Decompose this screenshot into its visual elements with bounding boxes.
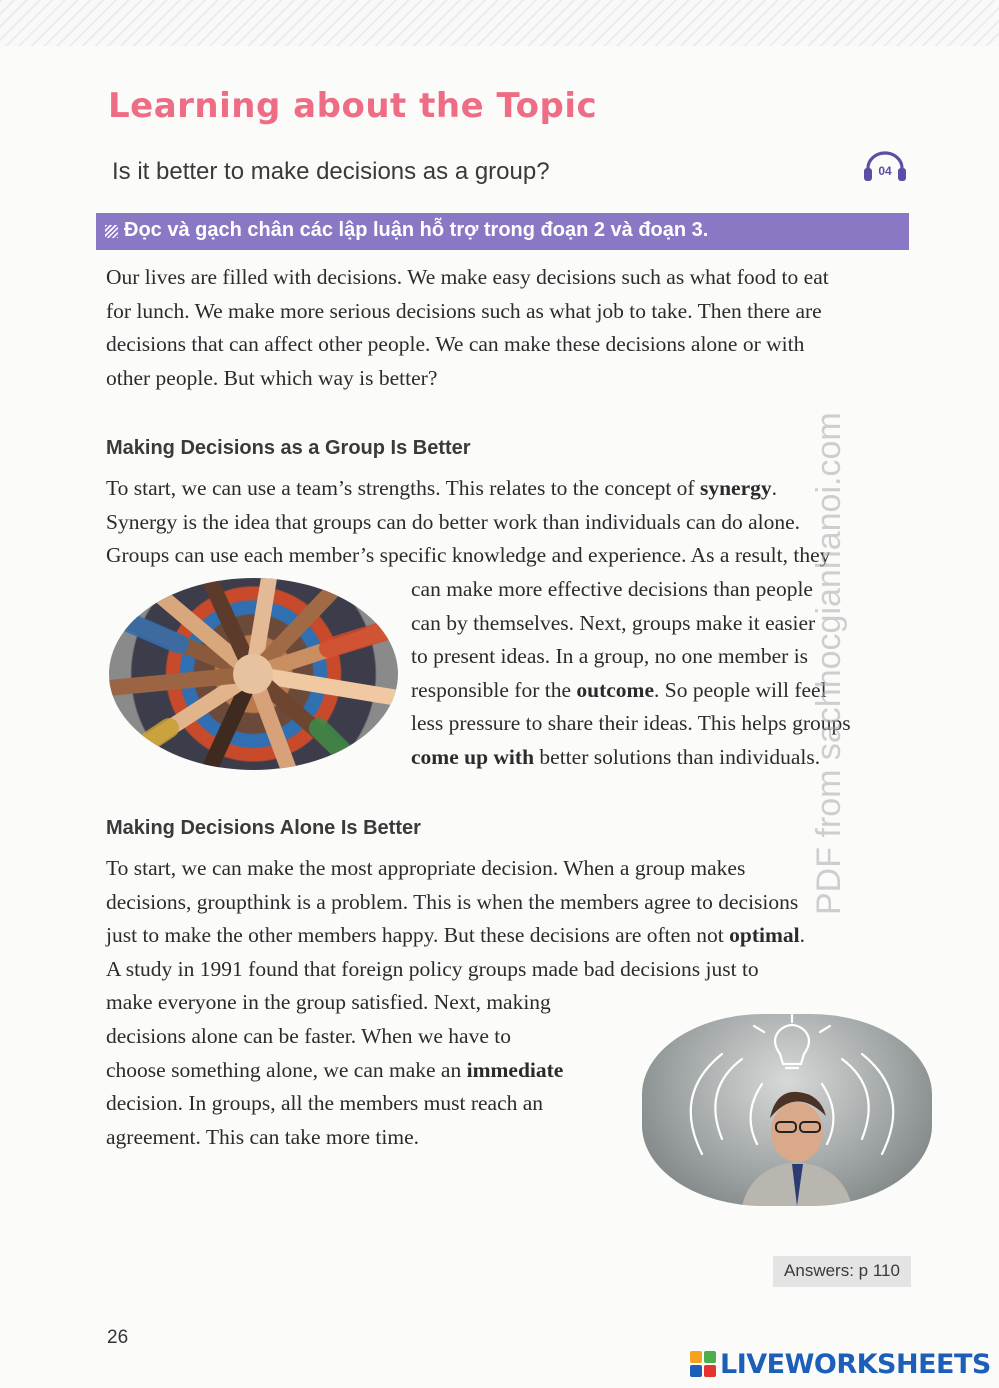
text-line: A study in 1991 found that foreign policy groups made bad decisions just to	[106, 956, 759, 981]
section-heading-group: Making Decisions as a Group Is Better	[106, 437, 471, 459]
instruction-text: Đọc và gạch chân các lập luận hỗ trợ trong đoạn 2 và đoạn 3.	[124, 219, 709, 241]
group-paragraph-top	[106, 472, 830, 573]
text-line: decisions alone can be faster. When we have to	[106, 1023, 511, 1048]
text-line	[106, 472, 830, 506]
text-line: can make more effective decisions than people	[411, 577, 813, 601]
page-number: 26	[107, 1327, 129, 1348]
answers-reference: Answers: p 110	[773, 1256, 911, 1287]
idea-lightbulb-illustration	[642, 1014, 932, 1206]
liveworksheets-logo-icon	[690, 1351, 716, 1377]
text-line: To start, we can make the most appropriate decision. When a group makes	[106, 856, 746, 880]
vocab-term-synergy: synergy	[699, 476, 772, 500]
text-line: decisions, groupthink is a problem. This is when the members agree to decisions	[106, 889, 799, 914]
page-title: Learning about the Topic	[108, 86, 598, 126]
text-run: just to make the other members happy. But these decisions are often not	[106, 923, 730, 948]
text-line: can by themselves. Next, groups make it easier	[411, 610, 816, 635]
text-line	[106, 919, 805, 953]
text-run: choose something alone, we can make an	[106, 1057, 467, 1082]
text-run: To start, we can use a team’s strengths. This relates to the concept of	[106, 476, 700, 500]
logo-square	[690, 1365, 702, 1377]
audio-track-icon[interactable]	[862, 150, 908, 184]
source-watermark: PDF from sachhocgianhanoi.com	[810, 412, 848, 915]
text-run: responsible for the	[411, 677, 577, 702]
vocab-term-outcome: outcome	[576, 677, 655, 702]
text-line	[411, 741, 851, 775]
logo-square	[690, 1351, 702, 1363]
intro-line: decisions that can affect other people. We can make these decisions alone or with	[106, 332, 805, 357]
hatch-mark-icon	[105, 225, 118, 238]
text-line: make everyone in the group satisfied. Next, making	[106, 990, 551, 1015]
logo-square	[704, 1365, 716, 1377]
text-run: .	[771, 476, 777, 500]
vocab-term-immediate: immediate	[466, 1057, 564, 1082]
text-line	[411, 674, 851, 708]
instruction-banner	[96, 213, 909, 250]
hands-together-photo	[109, 578, 398, 770]
top-hatch-border	[0, 0, 999, 46]
vocab-term-come-up-with: come up with	[411, 744, 535, 769]
group-paragraph-wrap	[411, 573, 851, 775]
text-run: .	[799, 923, 806, 948]
intro-line: other people. But which way is better?	[106, 365, 438, 390]
thinking-man-photo	[642, 1014, 932, 1206]
hands-photo-illustration	[109, 578, 398, 770]
text-line: Groups can use each member’s specific knowledge and experience. As a result, they	[106, 543, 831, 568]
page-subtitle: Is it better to make decisions as a group?	[112, 158, 550, 185]
intro-line: Our lives are filled with decisions. We make easy decisions such as what food to eat	[106, 265, 829, 289]
logo-square	[704, 1351, 716, 1363]
vocab-term-optimal: optimal	[729, 923, 800, 948]
text-run: better solutions than individuals.	[534, 744, 821, 769]
liveworksheets-branding[interactable]	[690, 1347, 991, 1381]
brand-name: LIVEWORKSHEETS	[720, 1348, 991, 1380]
text-line: Synergy is the idea that groups can do better work than individuals can do alone.	[106, 509, 801, 534]
text-line: to present ideas. In a group, no one member is	[411, 644, 809, 669]
text-line: less pressure to share their ideas. This helps groups	[411, 711, 851, 736]
text-run: . So people will feel	[654, 677, 827, 702]
intro-line: for lunch. We make more serious decisions such as what job to take. Then there are	[106, 298, 822, 323]
text-line: agreement. This can take more time.	[106, 1124, 420, 1149]
audio-track-number: 04	[878, 164, 892, 178]
text-line: decision. In groups, all the members must reach an	[106, 1091, 544, 1116]
section-heading-alone: Making Decisions Alone Is Better	[106, 817, 421, 839]
intro-paragraph	[106, 261, 829, 395]
